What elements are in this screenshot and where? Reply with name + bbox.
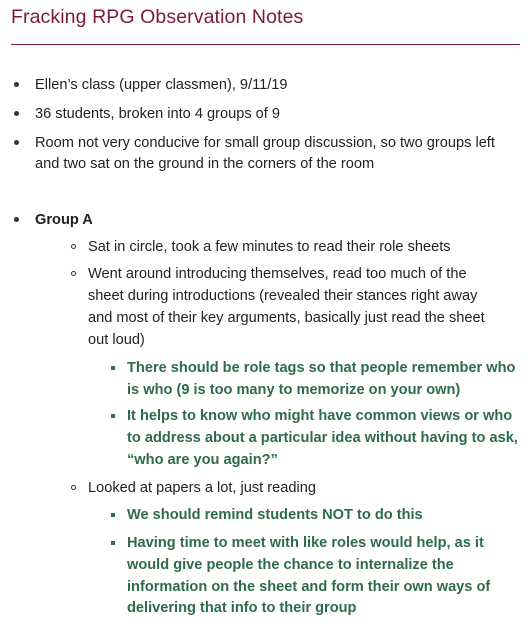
sub-item-text: Went around introducing themselves, read too much of the <box>88 266 467 282</box>
sub-sub-bullet-square <box>111 541 115 545</box>
sub-item-text: out loud) <box>88 332 145 348</box>
recommendation-text: It helps to know who might have common views or who <box>127 408 513 424</box>
bullet-text: Room not very conducive for small group discussion, so two groups left <box>35 135 495 151</box>
sub-item-text: Sat in circle, took a few minutes to read their role sheets <box>88 239 451 255</box>
bullet-dot <box>14 217 19 222</box>
group-a-heading: Group A <box>35 212 93 228</box>
bullet-dot <box>14 82 19 87</box>
bullet-text: and two sat on the ground in the corners of the room <box>35 156 375 172</box>
sub-bullet-circle <box>71 485 76 490</box>
recommendation-text: is who (9 is too many to memorize on your own) <box>127 382 461 398</box>
recommendation-text: Having time to meet with like roles would help, as it <box>127 535 484 551</box>
recommendation-text: would give people the chance to internalize the <box>127 557 454 573</box>
sub-item-text: Looked at papers a lot, just reading <box>88 480 316 496</box>
bullet-text: Ellen’s class (upper classmen), 9/11/19 <box>35 77 288 93</box>
bullet-text: 36 students, broken into 4 groups of 9 <box>35 106 281 122</box>
sub-sub-bullet-square <box>111 366 115 370</box>
recommendation-text: “who are you again?” <box>127 452 278 468</box>
sub-bullet-circle <box>71 271 76 276</box>
title-underline <box>11 44 520 45</box>
recommendation-text: to address about a particular idea without having to ask, <box>127 430 518 446</box>
recommendation-text: information on the sheet and form their own ways of <box>127 579 491 595</box>
recommendation-text: There should be role tags so that people remember who <box>127 360 516 376</box>
sub-item-text: sheet during introductions (revealed their stances right away <box>88 288 478 304</box>
bullet-dot <box>14 111 19 116</box>
page-title: Fracking RPG Observation Notes <box>11 6 304 28</box>
recommendation-text: We should remind students NOT to do this <box>127 507 423 523</box>
sub-sub-bullet-square <box>111 513 115 517</box>
sub-sub-bullet-square <box>111 414 115 418</box>
sub-bullet-circle <box>71 244 76 249</box>
bullet-dot <box>14 140 19 145</box>
sub-item-text: and most of their key arguments, basically just read the sheet <box>88 310 485 326</box>
recommendation-text: delivering that info to their group <box>127 600 357 616</box>
